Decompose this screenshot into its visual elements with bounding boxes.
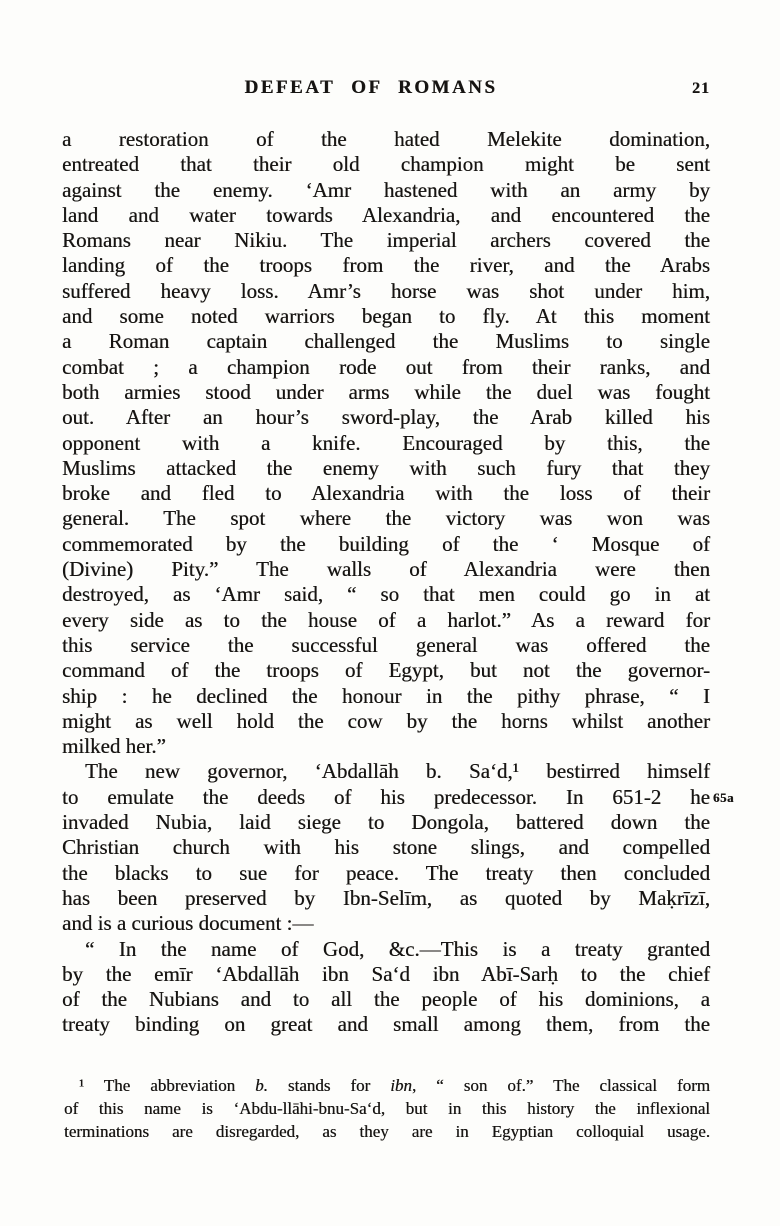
margin-note: 65a — [713, 790, 734, 805]
text-line: and some noted warriors began to fly. At this moment — [62, 304, 710, 329]
text-line: Romans near Nikiu. The imperial archers covered the — [62, 228, 710, 253]
page-number: 21 — [692, 80, 710, 97]
text-line: every side as to the house of a harlot.” As a reward for — [62, 607, 710, 632]
text-line: combat ; a champion rode out from their ranks, and — [62, 354, 710, 379]
text-line: both armies stood under arms while the duel was fought — [62, 379, 710, 404]
text-line: against the enemy. ‘Amr hastened with an army by — [62, 177, 710, 202]
text-line: general. The spot where the victory was won was — [62, 506, 710, 531]
text-line: treaty binding on great and small among them, from the — [62, 1012, 710, 1037]
text-line: The new governor, ‘Abdallāh b. Sa‘d,¹ bestirred himself — [85, 759, 710, 784]
text-line: of the Nubians and to all the people of his dominions, a — [62, 987, 710, 1012]
text-line: a Roman captain challenged the Muslims to single — [62, 329, 710, 354]
text-line: has been preserved by Ibn-Selīm, as quoted by Maḳrīzī, — [62, 885, 710, 910]
running-header — [62, 77, 710, 101]
text-line: ship : he declined the honour in the pithy phrase, “ I — [62, 683, 710, 708]
text-line: “ In the name of God, &c.—This is a treaty granted — [85, 936, 710, 961]
text-line: command of the troops of Egypt, but not the governor- — [62, 658, 710, 683]
text-line: Muslims attacked the enemy with such fury that they — [62, 455, 710, 480]
text-line: out. After an hour’s sword-play, the Arab killed his — [62, 405, 710, 430]
text-line: this service the successful general was offered the — [62, 632, 710, 657]
text-line: suffered heavy loss. Amr’s horse was shot under him, — [62, 278, 710, 303]
text-line: (Divine) Pity.” The walls of Alexandria were then — [62, 557, 710, 582]
text-line: entreated that their old champion might be sent — [62, 152, 710, 177]
text-line: a restoration of the hated Melekite domination, — [62, 127, 710, 151]
text-line: to emulate the deeds of his predecessor. In 651-2 he — [62, 784, 710, 809]
footnote-text: stands for — [267, 1076, 391, 1095]
text-line: landing of the troops from the river, and the Arabs — [62, 253, 710, 278]
text-line: by the emīr ‘Abdallāh ibn Sa‘d ibn Abī-Sarḥ to the chief — [62, 961, 710, 986]
footnote — [64, 1074, 710, 1143]
text-line: opponent with a knife. Encouraged by this, the — [62, 430, 710, 455]
page-title: DEFEAT OF ROMANS — [244, 77, 498, 98]
text-line: might as well hold the cow by the horns whilst another — [62, 708, 710, 733]
footnote-text: terminations are disregarded, as they are in Egyptian colloquial usage. — [64, 1122, 710, 1141]
text-line: land and water towards Alexandria, and encountered the — [62, 202, 710, 227]
text-line: the blacks to sue for peace. The treaty then concluded — [62, 860, 710, 885]
text-line: milked her.” — [62, 734, 166, 759]
text-line: Christian church with his stone slings, and compelled — [62, 835, 710, 860]
body-text — [62, 127, 710, 1038]
footnote-line — [64, 1120, 710, 1143]
text-line: broke and fled to Alexandria with the loss of their — [62, 481, 710, 506]
footnote-line — [64, 1097, 710, 1120]
footnote-italic-text: ibn — [390, 1076, 412, 1095]
text-line: invaded Nubia, laid siege to Dongola, battered down the — [62, 810, 710, 835]
footnote-line — [64, 1074, 710, 1097]
text-line: destroyed, as ‘Amr said, “ so that men could go in at — [62, 582, 710, 607]
text-line: and is a curious document :— — [62, 911, 314, 936]
text-line: commemorated by the building of the ‘ Mosque of — [62, 531, 710, 556]
footnote-text: ¹ The abbreviation — [79, 1076, 256, 1095]
footnote-text: of this name is ‘Abdu-llāhi-bnu-Sa‘d, but in this history the inflexional — [64, 1099, 710, 1118]
footnote-italic-text: b. — [255, 1076, 268, 1095]
footnote-text: , “ son of.” The classical form — [411, 1076, 710, 1095]
